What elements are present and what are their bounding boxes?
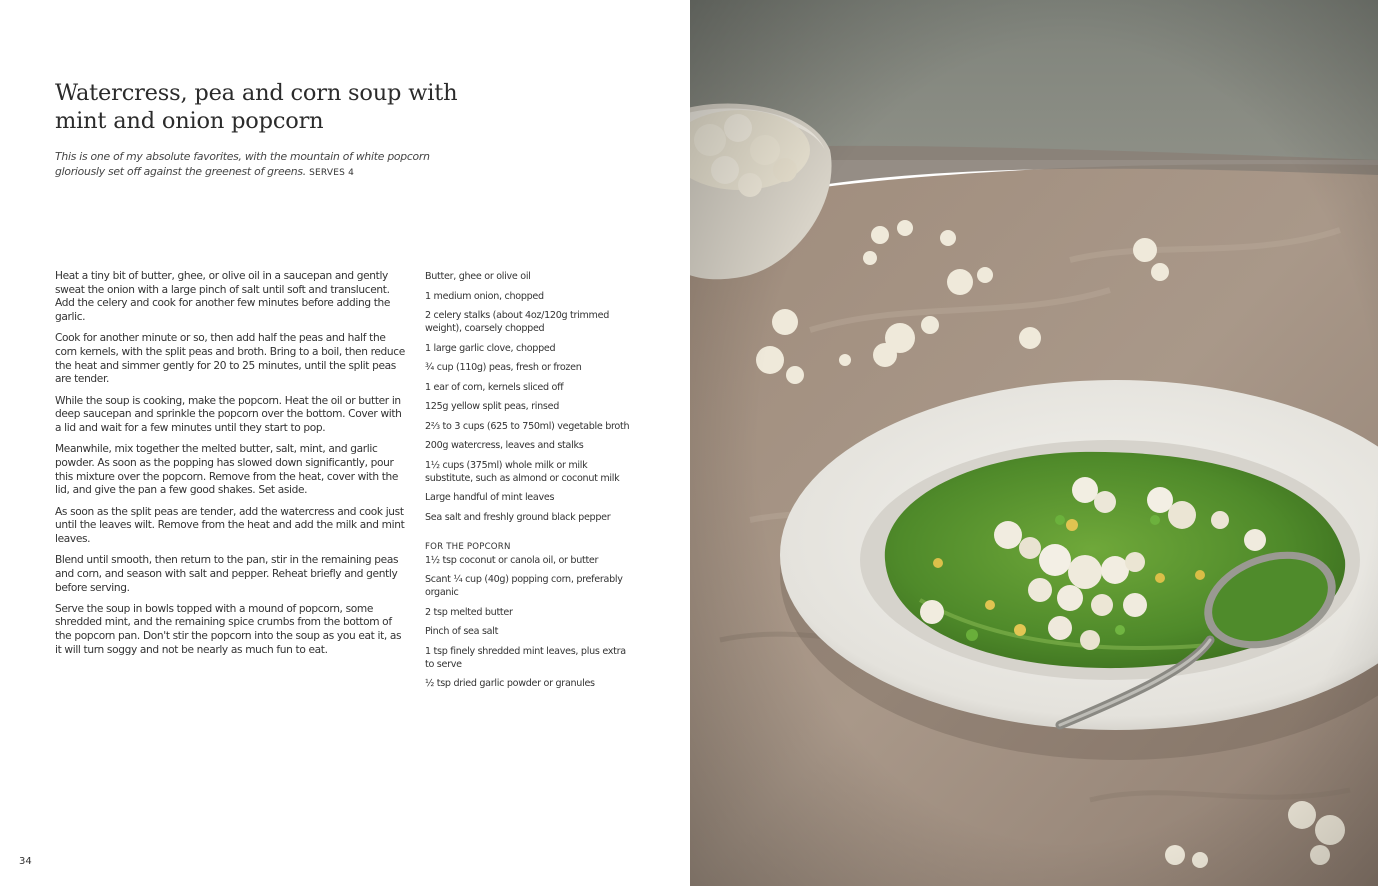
- ingredient-item: 1 ear of corn, kernels sliced off: [425, 381, 564, 393]
- method-step: Meanwhile, mix together the melted butter, salt, mint, and garlic powder. As soon as the popping has slowed down significantly, pour this mixture over the popcorn. Remove from the heat, cover with the lid, and give the pan a few good shakes. Set aside.: [55, 443, 399, 497]
- ingredient-item: 1 large garlic clove, chopped: [425, 342, 556, 354]
- page-number: 34: [19, 856, 32, 867]
- ingredients-column: [425, 270, 635, 697]
- method-step: While the soup is cooking, make the popcorn. Heat the oil or butter in deep saucepan and sprinkle the popcorn over the bottom. Cover with a lid and wait for a few minutes until they start to pop.: [55, 394, 402, 435]
- intro-text: This is one of my absolute favorites, with the mountain of white popcorn gloriously set off against the greenest of greens.: [55, 150, 430, 178]
- popcorn-ingredients: [425, 554, 635, 691]
- method-column: [55, 270, 405, 665]
- ingredient-item: 2 tsp melted butter: [425, 606, 513, 618]
- ingredient-item: Large handful of mint leaves: [425, 492, 555, 503]
- method-step: Cook for another minute or so, then add half the peas and half the corn kernels, with the split peas and broth. Bring to a boil, then reduce the heat and simmer gently for 20 to 25 minutes, until the split peas are tender.: [55, 332, 405, 386]
- recipe-intro: [55, 150, 435, 180]
- soup-photo-illustration: [690, 0, 1378, 886]
- serves-label: SERVES 4: [309, 167, 354, 178]
- ingredient-item: 125g yellow split peas, rinsed: [425, 401, 560, 412]
- method-step: Serve the soup in bowls topped with a mound of popcorn, some shredded mint, and the remaining spice crumbs from the bottom of the popcorn pan. Don't stir the popcorn into the soup as you eat it, as it will turn soggy and not be nearly as much fun to eat.: [55, 602, 402, 656]
- ingredient-item: Pinch of sea salt: [425, 626, 499, 637]
- ingredient-item: 200g watercress, leaves and stalks: [425, 440, 584, 451]
- ingredient-item: 2⅔ to 3 cups (625 to 750ml) vegetable broth: [425, 420, 630, 432]
- ingredient-item: Scant ¼ cup (40g) popping corn, preferably organic: [425, 574, 623, 598]
- ingredient-item: ¾ cup (110g) peas, fresh or frozen: [425, 362, 582, 373]
- recipe-title: Watercress, pea and corn soup with mint and onion popcorn: [55, 80, 458, 134]
- ingredient-item: ½ tsp dried garlic powder or granules: [425, 678, 595, 689]
- ingredient-item: 1½ cups (375ml) whole milk or milk substitute, such as almond or coconut milk: [425, 459, 620, 484]
- method-step: As soon as the split peas are tender, add the watercress and cook just until the leaves wilt. Remove from the heat and add the milk and mint leaves.: [55, 505, 405, 545]
- method-step: Heat a tiny bit of butter, ghee, or olive oil in a saucepan and gently sweat the onion with a large pinch of salt until soft and translucent. Add the celery and cook for another few minutes before adding the garlic.: [55, 270, 391, 324]
- ingredient-item: Butter, ghee or olive oil: [425, 271, 531, 282]
- ingredient-item: 1½ tsp coconut or canola oil, or butter: [425, 554, 599, 566]
- ingredient-item: 1 tsp finely shredded mint leaves, plus extra to serve: [425, 645, 626, 670]
- ingredient-item: Sea salt and freshly ground black pepper: [425, 511, 611, 523]
- soup-photo: [690, 0, 1378, 886]
- ingredient-item: 2 celery stalks (about 4oz/120g trimmed weight), coarsely chopped: [425, 310, 609, 334]
- ingredient-item: 1 medium onion, chopped: [425, 290, 544, 302]
- popcorn-subheading: FOR THE POPCORN: [425, 541, 511, 552]
- method-step: Blend until smooth, then return to the pan, stir in the remaining peas and corn, and season with salt and pepper. Reheat briefly and gently before serving.: [55, 554, 399, 594]
